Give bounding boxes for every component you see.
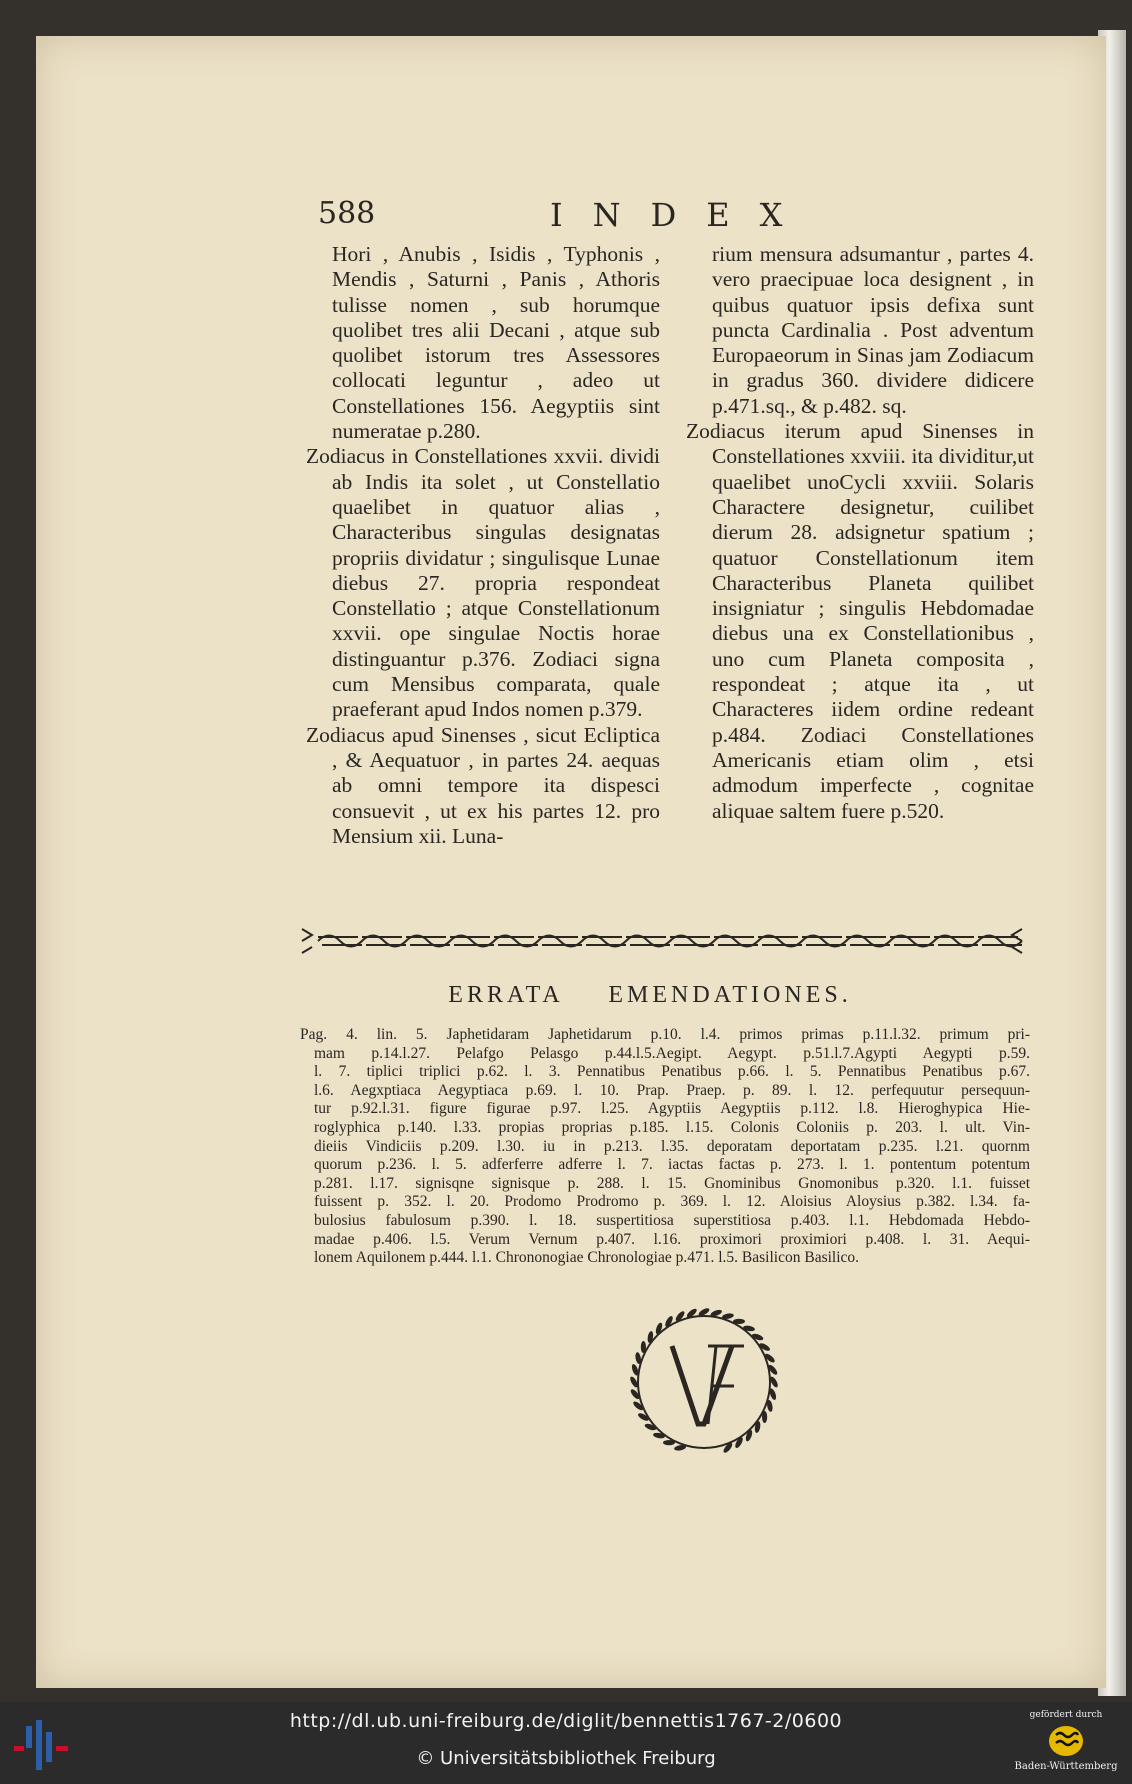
errata-line: p.281. l.17. signisqne signisque p. 288. l. 15. Gnominibus Gnomonibus p.320. l.1. fuisset (314, 1174, 1030, 1192)
errata-line: roglyphica p.140. l.33. propias proprias p.185. l.15. Colonis Coloniis p. 203. l. ult. Vin- (314, 1118, 1030, 1136)
errata-line: dieiis Vindiciis p.209. l.30. iu in p.213. l.35. deporatam deportatam p.235. l.21. quornm (314, 1137, 1030, 1155)
errata-line: mam p.14.l.27. Pelafgo Pelasgo p.44.l.5.Aegipt. Aegypt. p.51.l.7.Agypti Aegypti p.59. (314, 1044, 1030, 1062)
footer-bar (0, 1702, 1132, 1784)
index-column-left (306, 242, 660, 849)
index-column-right (686, 242, 1034, 824)
copyright-notice: © Universitätsbibliothek Freiburg (416, 1748, 716, 1769)
index-entry: Zodiacus apud Sinenses , sicut Ecliptica , & Aequatuor , in partes 24. aequas ab omni tempore ita dispesci consuevit , ut ex his partes 12. pro Mensium xii. Luna- (306, 722, 660, 848)
errata-title: ERRATA EMENDATIONES. (448, 982, 852, 1008)
index-entry: Zodiacus iterum apud Sinenses in Constellationes xxviii. ita dividitur,ut quaelibet unoCycli xxviii. Solaris Charactere designetur, cuilibet dierum 28. adsignetur spatium ; quatuor Constellationum item Characteribus Planeta quilibet insigniatur ; singulis Hebdomadae diebus una ex Constellationibus , uno cum Planeta composita , respondeat ; atque ita , ut Characteres iidem ordine redeant p.484. Zodiaci Constellationes Americanis etiam olim , etsi admodum imperfecte , cognitae aliquae saltem fuere p.520. (686, 419, 1034, 823)
laurel-wreath-monogram-icon (624, 1302, 784, 1462)
running-head: INDEX (550, 196, 813, 234)
errata-line: tur p.92.l.31. figure figurae p.97. l.25. Agyptiis Aegyptiis p.112. l.8. Hieroghypica Hie- (314, 1100, 1030, 1118)
sponsor-caption: gefördert durch (1029, 1710, 1103, 1720)
errata-line: quorum p.236. l. 5. adferferre adferre l. 7. iactas factas p. 273. l. 1. pontentum potentum (314, 1156, 1030, 1174)
errata-line: Pag. 4. lin. 5. Japhetidaram Japhetidarum p.10. l.4. primos primas p.11.l.32. primum pri- (300, 1026, 1030, 1043)
errata-line: bulosius fabulosum p.390. l. 18. suspertitiosa superstitiosa p.403. l.1. Hebdomada Hebdo- (314, 1211, 1030, 1229)
errata-text (300, 1026, 1030, 1268)
sponsor-logo (1010, 1708, 1122, 1782)
errata-line: fuissent p. 352. l. 20. Prodomo Prodromo p. 369. l. 12. Aloisius Aloysius p.382. l.34. fa- (314, 1193, 1030, 1211)
page-number: 588 (318, 196, 376, 231)
index-entry: rium mensura adsumantur , partes 4. vero praecipuae loca designent , in quibus quatuor ipsis defixa sunt puncta Cardinalia . Post adventum Europaeorum in Sinas jam Zodiacum in gradus 360. dividere didicere p.471.sq., & p.482. sq. (712, 242, 1034, 418)
errata-line: madae p.406. l.5. Verum Vernum p.407. l.16. proximori proximiori p.408. l. 31. Aequi- (314, 1230, 1030, 1248)
baden-wuerttemberg-seal-icon (1048, 1723, 1084, 1759)
errata-line: l.6. Aegxptiaca Aegyptiaca p.69. l. 10. Prap. Praep. p. 89. l. 12. perfequutur persequun- (314, 1081, 1030, 1099)
index-entry: Zodiacus in Constellationes xxvii. dividi ab Indis ita solet , ut Constellatio quaelibet in quatuor alias , Characteribus singulas designatas propriis dividatur ; singulisque Lunae diebus 27. propria respondeat Constellatio ; atque Constellationum xxvii. ope singulae Noctis horae distinguantur p.376. Zodiaci signa cum Mensibus comparata, quale praeferant apud Indos nomen p.379. (306, 444, 660, 722)
errata-line: lonem Aquilonem p.444. l.1. Chrononogiae Chronologiae p.471. l.5. Basilicon Basilico. (314, 1249, 860, 1267)
ornamental-rule-icon (298, 924, 1026, 958)
index-entry: Hori , Anubis , Isidis , Typhonis , Mendis , Saturni , Panis , Athoris tulisse nomen , sub horumque quolibet tres alii Decani , atque sub quolibet istorum tres Assessores collocati leguntur , adeo ut Constellationes 156. Aegyptiis sint numeratae p.280. (332, 242, 660, 444)
permalink-url[interactable]: http://dl.ub.uni-freiburg.de/diglit/bennettis1767-2/0600 (289, 1710, 843, 1732)
sponsor-name: Baden-Württemberg (1014, 1761, 1118, 1772)
errata-line: l. 7. tiplici triplici p.62. l. 3. Pennatibus Penatibus p.66. l. 5. Pennatibus Penatibus p.67. (314, 1063, 1030, 1081)
